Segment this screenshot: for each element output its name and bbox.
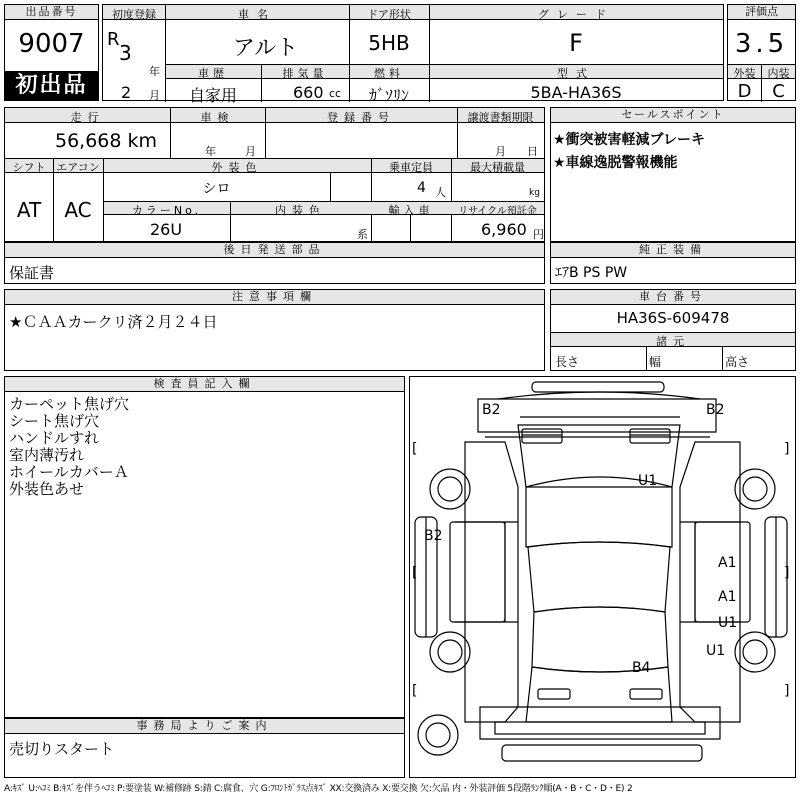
bracket-mark: [: [412, 441, 418, 457]
detail-box: [4, 107, 545, 242]
year-unit: 年: [149, 65, 160, 78]
sales-points-label: セールスポイント: [551, 108, 795, 123]
first-listing-badge: 初出品: [5, 71, 98, 100]
damage-mark: B4: [632, 660, 651, 676]
displacement-unit: cc: [329, 87, 342, 100]
damage-marks: [424, 402, 737, 676]
first-reg-month: 2: [121, 83, 132, 102]
inspection-label: 車検: [200, 111, 235, 124]
score: 3.5: [734, 29, 789, 59]
air-conditioner: AC: [64, 198, 92, 222]
car-name: アルト: [233, 36, 299, 61]
history-label: 車歴: [198, 67, 228, 80]
inspector-list: [9, 396, 129, 498]
chassis-number: HA36S-609478: [616, 309, 730, 327]
shift: AT: [16, 198, 42, 222]
first-reg-year: 3: [119, 41, 132, 65]
car-diagram-svg: [410, 377, 795, 777]
chassis-label: 車台番号: [551, 290, 795, 305]
genuine-equipment-box: [550, 242, 796, 284]
first-reg-label: 初度登録: [112, 8, 156, 21]
inspector-item: ホイールカバーＡ: [9, 463, 129, 481]
inspector-item: ハンドルすれ: [9, 429, 100, 447]
door-type: 5HB: [368, 31, 410, 55]
recycle-unit: 円: [533, 228, 544, 241]
notes-value: ★ＣＡＡカークリ済２月２４日: [9, 313, 218, 331]
transfer-docs-label: 譲渡書類期限: [467, 111, 534, 124]
score-box: [727, 4, 796, 101]
month-unit: 月: [149, 89, 160, 102]
ac-label: エアコン: [56, 161, 100, 174]
office-label: 事務局よりご案内: [5, 719, 404, 734]
legend: A:ｷｽﾞ U:ﾍｺﾐ B:ｷｽﾞを伴うﾍｺﾐ P:要塗装 W:補修跡 S:錆 C:腐食、穴 G:ﾌﾛﾝﾄｶﾞﾗｽ点ｷｽﾞ XX:交換済み X:要交換 欠:欠品 内・外装評価 5段階ﾗﾝｸ順(A・B・C・D・E) 2: [4, 784, 633, 794]
height-label: 高さ: [725, 355, 750, 369]
width-label: 幅: [649, 355, 662, 369]
score-label: 評価点: [728, 5, 795, 20]
color-no-label: カラーNo.: [131, 204, 202, 217]
ext-color-label: 外装色: [211, 161, 263, 174]
genuine-equipment-value: ｴｱB PS PW: [555, 265, 628, 281]
inspection-year-unit: 年: [205, 145, 216, 158]
interior-label: 内装: [767, 67, 790, 80]
mileage-label: 走行: [70, 111, 105, 124]
notes-box: [4, 289, 545, 371]
lot-number-label: 出品番号: [5, 5, 98, 20]
reg-number-label: 登録番号: [327, 111, 395, 124]
door-label: ドア形状: [367, 8, 411, 21]
damage-mark: B2: [424, 528, 443, 544]
inspector-item: シート焦げ穴: [9, 412, 100, 430]
inspector-item: 室内薄汚れ: [9, 446, 85, 464]
office-value: 売切りスタート: [9, 740, 115, 758]
model-code: 5BA-HA36S: [530, 83, 622, 102]
lot-number-box: [4, 4, 99, 101]
grade-label: グレード: [538, 8, 614, 21]
later-parts-value: 保証書: [9, 264, 55, 282]
bracket-mark: ]: [784, 565, 790, 581]
shift-label: シフト: [12, 161, 46, 174]
sales-point-1: ★衝突被害軽減ブレーキ: [553, 132, 705, 148]
ext-color: シロ: [202, 181, 231, 197]
import-label: 輸入車: [388, 204, 434, 217]
load-unit: kg: [529, 188, 540, 198]
int-color-unit: 系: [357, 228, 368, 241]
office-box: [4, 718, 405, 778]
sales-points-box: [550, 107, 796, 242]
inspector-label: 検査員記入欄: [5, 377, 404, 392]
displacement-label: 排気量: [282, 67, 328, 80]
int-color-label: 内装色: [275, 204, 326, 217]
inspector-box: [4, 376, 405, 718]
bracket-mark: ]: [784, 683, 790, 699]
bracket-mark: [: [412, 565, 418, 581]
damage-mark: B2: [482, 402, 501, 418]
exterior-label: 外装: [733, 67, 756, 80]
capacity: 4: [417, 180, 426, 196]
recycle-fee: 6,960: [481, 220, 527, 239]
transfer-day-unit: 日: [527, 145, 538, 158]
capacity-unit: 人: [435, 186, 446, 199]
later-parts-label: 後日発送部品: [5, 243, 544, 258]
car-name-label: 車名: [238, 8, 276, 21]
fuel: ｶﾞｿﾘﾝ: [368, 86, 409, 105]
inspector-item: カーペット焦げ穴: [9, 395, 130, 413]
later-parts-box: [4, 242, 545, 284]
damage-diagram: [409, 376, 796, 778]
max-load-label: 最大積載量: [470, 161, 525, 174]
damage-mark: U1: [706, 643, 726, 659]
inspection-month-unit: 月: [245, 145, 256, 158]
inspector-item: 外装色あせ: [9, 480, 85, 498]
notes-label: 注意事項欄: [5, 290, 544, 305]
displacement: 660: [293, 83, 324, 102]
damage-mark: U1: [718, 615, 738, 631]
damage-mark: A1: [718, 555, 737, 571]
length-label: 長さ: [555, 355, 580, 369]
transfer-month-unit: 月: [495, 145, 506, 158]
damage-mark: A1: [718, 589, 737, 605]
genuine-equipment-label: 純正装備: [551, 243, 795, 258]
sales-point-2: ★車線逸脱警報機能: [553, 155, 678, 171]
interior-score: C: [772, 81, 785, 102]
capacity-label: 乗車定員: [389, 161, 433, 174]
damage-mark: U1: [638, 473, 658, 489]
exterior-score: D: [737, 81, 752, 102]
era: R: [107, 29, 120, 50]
model-label: 型式: [557, 67, 595, 80]
damage-mark: B2: [706, 402, 725, 418]
dimensions-label: 諸元: [656, 335, 690, 348]
mileage: 56,668 km: [55, 130, 158, 152]
grade: F: [569, 29, 583, 57]
chassis-box: [550, 289, 796, 371]
vehicle-info-box: [102, 4, 724, 105]
vehicle-history: 自家用: [188, 86, 237, 105]
bracket-mark: [: [412, 683, 418, 699]
fuel-label: 燃料: [374, 67, 404, 80]
bracket-mark: ]: [784, 441, 790, 457]
recycle-label: リサイクル預託金: [458, 206, 537, 217]
color-number: 26U: [150, 220, 183, 239]
lot-number: 9007: [18, 29, 85, 59]
